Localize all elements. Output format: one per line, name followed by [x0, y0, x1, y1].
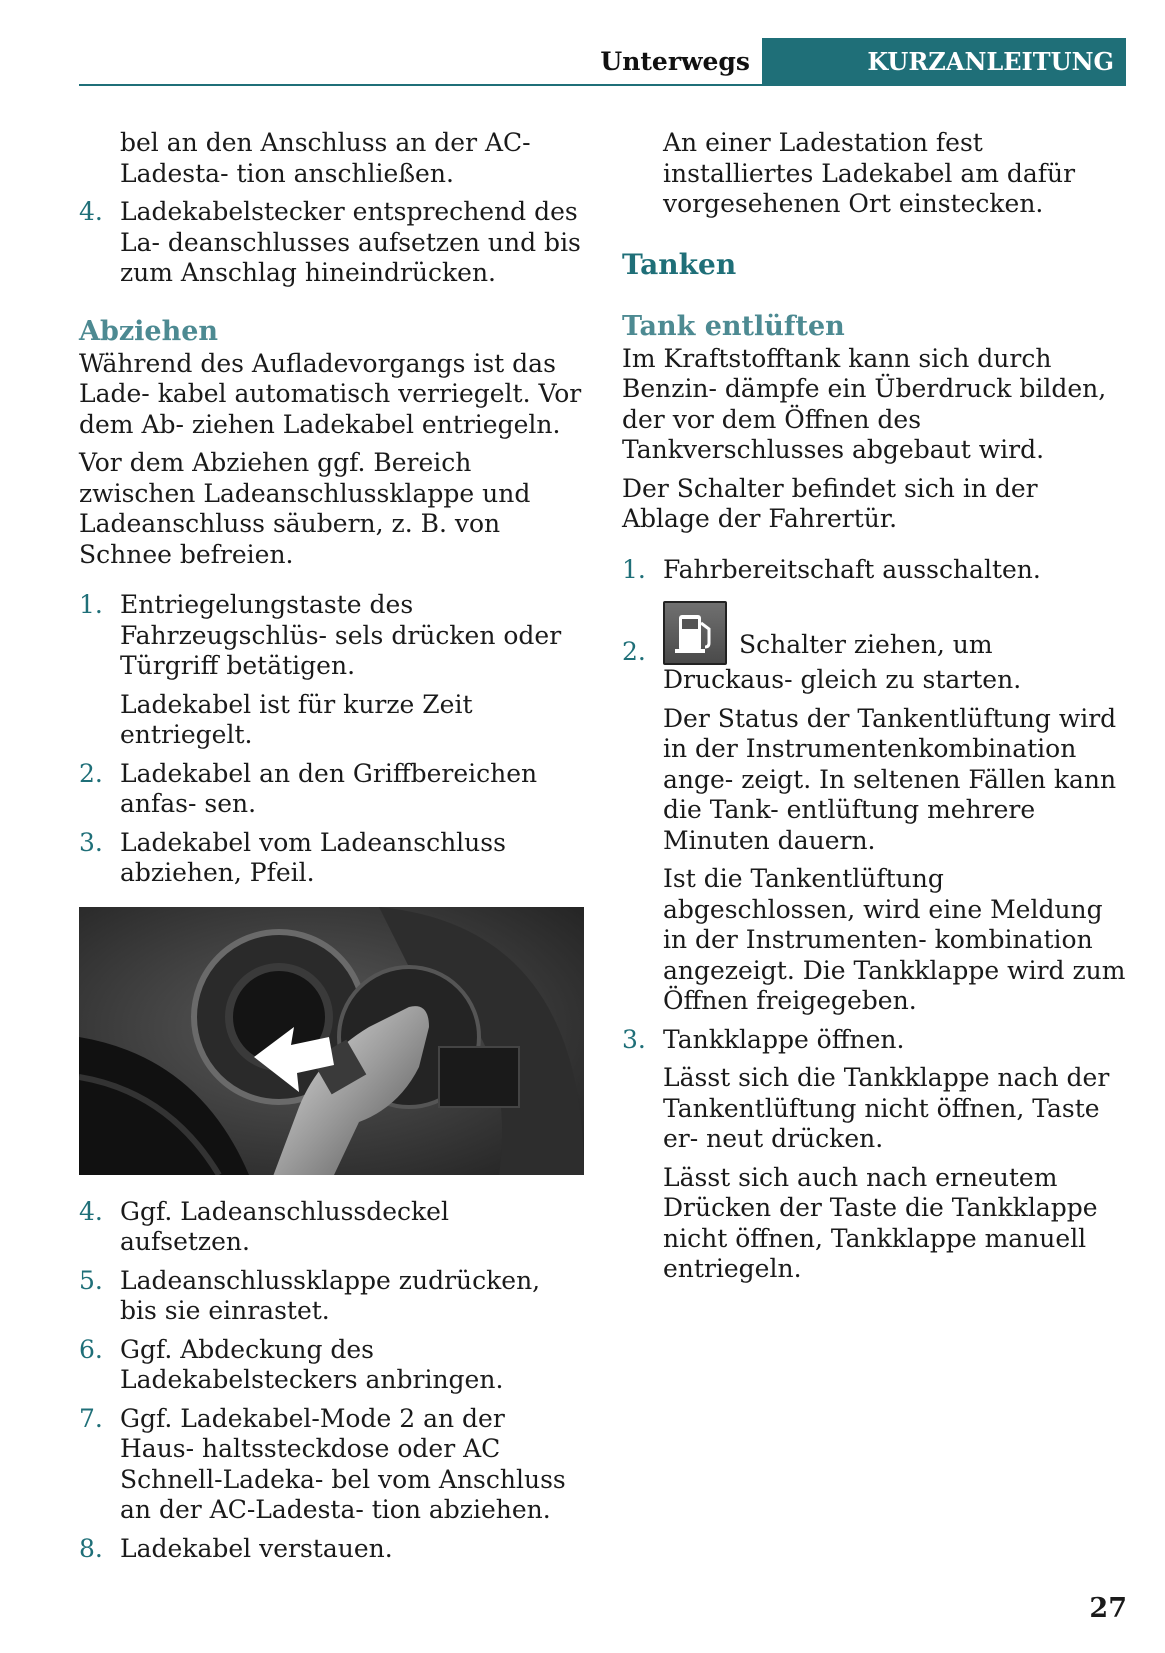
list-number: 5.	[79, 1265, 103, 1295]
list-number: 6.	[79, 1334, 103, 1364]
list-text: Ladekabel vom Ladeanschluss abziehen, Pfeil.	[120, 827, 506, 887]
paragraph: Im Kraftstofftank kann sich durch Benzin- dämpfe ein Überdruck bilden, der vor dem Öffnen des Tankverschlusses abgebaut wird.	[622, 343, 1107, 464]
paragraph: Vor dem Abziehen ggf. Bereich zwischen Ladeanschlussklappe und Ladeanschluss säubern, z. B. von Schnee befreien.	[79, 448, 531, 569]
section-heading-tanken: Tanken	[622, 247, 737, 281]
header-rule	[79, 84, 1126, 86]
list-item	[79, 590, 584, 682]
paragraph: Während des Aufladevorgangs ist das Lade- kabel automatisch verriegelt. Vor dem Ab- ziehen Ladekabel entriegeln.	[79, 348, 582, 439]
list-note: Ist die Tankentlüftung abgeschlossen, wird eine Meldung in der Instrumenten- kombination angezeigt. Die Tankklappe wird zum Öffnen freigegeben.	[663, 864, 1126, 1015]
list-item	[622, 601, 1127, 696]
continued-text: An einer Ladestation fest installiertes Ladekabel am dafür vorgesehenen Ort einstecken.	[663, 128, 1076, 218]
list-text: Fahrbereitschaft ausschalten.	[663, 554, 1041, 584]
list-number: 1.	[622, 554, 646, 584]
list-text: Ggf. Abdeckung des Ladekabelsteckers anbringen.	[120, 1334, 504, 1394]
list-number: 3.	[622, 1024, 646, 1054]
charging-plug-photo	[79, 907, 584, 1175]
left-column	[79, 128, 584, 1572]
list-item	[79, 1404, 584, 1526]
list-text: Schalter ziehen, um Druckaus- gleich zu starten.	[663, 630, 1022, 694]
list-item	[79, 1266, 584, 1327]
list-text: Ladekabel verstauen.	[120, 1533, 393, 1563]
list-item	[79, 1335, 584, 1396]
list-number: 2.	[622, 637, 646, 666]
list-item	[79, 1197, 584, 1258]
list-note: Ladekabel ist für kurze Zeit entriegelt.	[120, 689, 473, 749]
header-section-title: Unterwegs	[600, 47, 750, 76]
list-item	[79, 828, 584, 889]
list-text: Entriegelungstaste des Fahrzeugschlüs- sels drücken oder Türgriff betätigen.	[120, 590, 562, 680]
list-item	[79, 197, 584, 289]
right-column	[622, 128, 1127, 1293]
list-text: Ggf. Ladekabel-Mode 2 an der Haus- haltssteckdose oder AC Schnell-Ladeka- bel vom Anschluss an der AC-Ladesta- tion abziehen.	[120, 1403, 566, 1524]
list-number: 4.	[79, 197, 103, 226]
list-number: 1.	[79, 590, 103, 619]
list-number: 8.	[79, 1533, 103, 1563]
list-number: 7.	[79, 1403, 103, 1433]
list-note: Lässt sich auch nach erneutem Drücken der Taste die Tankklappe nicht öffnen, Tankklappe manuell entriegeln.	[663, 1162, 1098, 1283]
list-item	[622, 1025, 1127, 1056]
paragraph: Der Schalter befindet sich in der Ablage der Fahrertür.	[622, 473, 1038, 533]
list-note: Der Status der Tankentlüftung wird in der Instrumentenkombination ange- zeigt. In seltenen Fällen kann die Tank- entlüftung mehrere Minuten dauern.	[663, 703, 1117, 855]
list-number: 4.	[79, 1196, 103, 1226]
list-text: Ggf. Ladeanschlussdeckel aufsetzen.	[120, 1196, 449, 1256]
list-item	[622, 555, 1127, 586]
list-note: Lässt sich die Tankklappe nach der Tankentlüftung nicht öffnen, Taste er- neut drücken.	[663, 1063, 1110, 1153]
continued-text: bel an den Anschluss an der AC-Ladesta- tion anschließen.	[120, 128, 531, 188]
list-item	[79, 1534, 584, 1565]
list-number: 3.	[79, 827, 103, 857]
list-number: 2.	[79, 758, 103, 788]
list-text: Ladeanschlussklappe zudrücken, bis sie einrastet.	[120, 1265, 541, 1325]
list-text: Ladekabel an den Griffbereichen anfas- sen.	[120, 758, 538, 818]
section-heading-abziehen: Abziehen	[79, 315, 219, 347]
subsection-heading-tank-entlueften: Tank entlüften	[622, 310, 845, 342]
list-item	[79, 759, 584, 820]
fuel-pump-icon	[663, 601, 727, 665]
list-text: Tankklappe öffnen.	[663, 1024, 905, 1054]
page-number: 27	[1089, 1593, 1127, 1624]
list-text: Ladekabelstecker entsprechend des La- deanschlusses aufsetzen und bis zum Anschlag hineindrücken.	[120, 197, 581, 287]
header-chapter-tab: KURZANLEITUNG	[762, 38, 1126, 85]
